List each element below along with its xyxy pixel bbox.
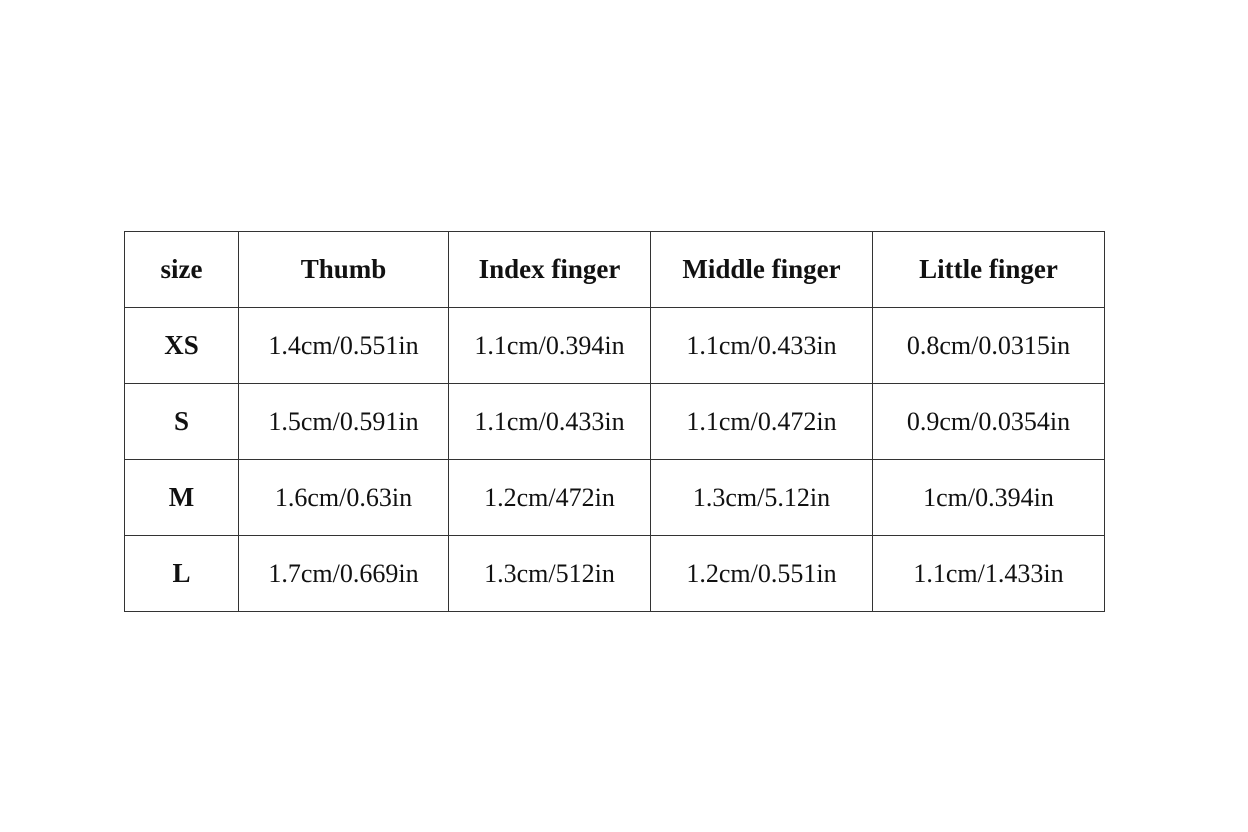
header-middle-finger: Middle finger <box>651 232 873 308</box>
middle-finger-cell: 1.3cm/5.12in <box>651 460 873 536</box>
little-finger-cell: 0.9cm/0.0354in <box>873 384 1105 460</box>
table-row <box>125 384 1105 460</box>
middle-finger-cell: 1.2cm/0.551in <box>651 536 873 612</box>
header-index-finger: Index finger <box>449 232 651 308</box>
index-finger-cell: 1.1cm/0.433in <box>449 384 651 460</box>
thumb-cell: 1.7cm/0.669in <box>239 536 449 612</box>
size-chart-table <box>124 231 1105 612</box>
little-finger-cell: 1.1cm/1.433in <box>873 536 1105 612</box>
index-finger-cell: 1.3cm/512in <box>449 536 651 612</box>
size-label: L <box>125 536 239 612</box>
thumb-cell: 1.5cm/0.591in <box>239 384 449 460</box>
little-finger-cell: 1cm/0.394in <box>873 460 1105 536</box>
thumb-cell: 1.4cm/0.551in <box>239 308 449 384</box>
header-little-finger: Little finger <box>873 232 1105 308</box>
table-row <box>125 308 1105 384</box>
table-row <box>125 460 1105 536</box>
size-label: M <box>125 460 239 536</box>
table-row <box>125 536 1105 612</box>
middle-finger-cell: 1.1cm/0.433in <box>651 308 873 384</box>
thumb-cell: 1.6cm/0.63in <box>239 460 449 536</box>
little-finger-cell: 0.8cm/0.0315in <box>873 308 1105 384</box>
size-label: S <box>125 384 239 460</box>
header-thumb: Thumb <box>239 232 449 308</box>
size-label: XS <box>125 308 239 384</box>
header-row <box>125 232 1105 308</box>
middle-finger-cell: 1.1cm/0.472in <box>651 384 873 460</box>
header-size: size <box>125 232 239 308</box>
index-finger-cell: 1.1cm/0.394in <box>449 308 651 384</box>
index-finger-cell: 1.2cm/472in <box>449 460 651 536</box>
